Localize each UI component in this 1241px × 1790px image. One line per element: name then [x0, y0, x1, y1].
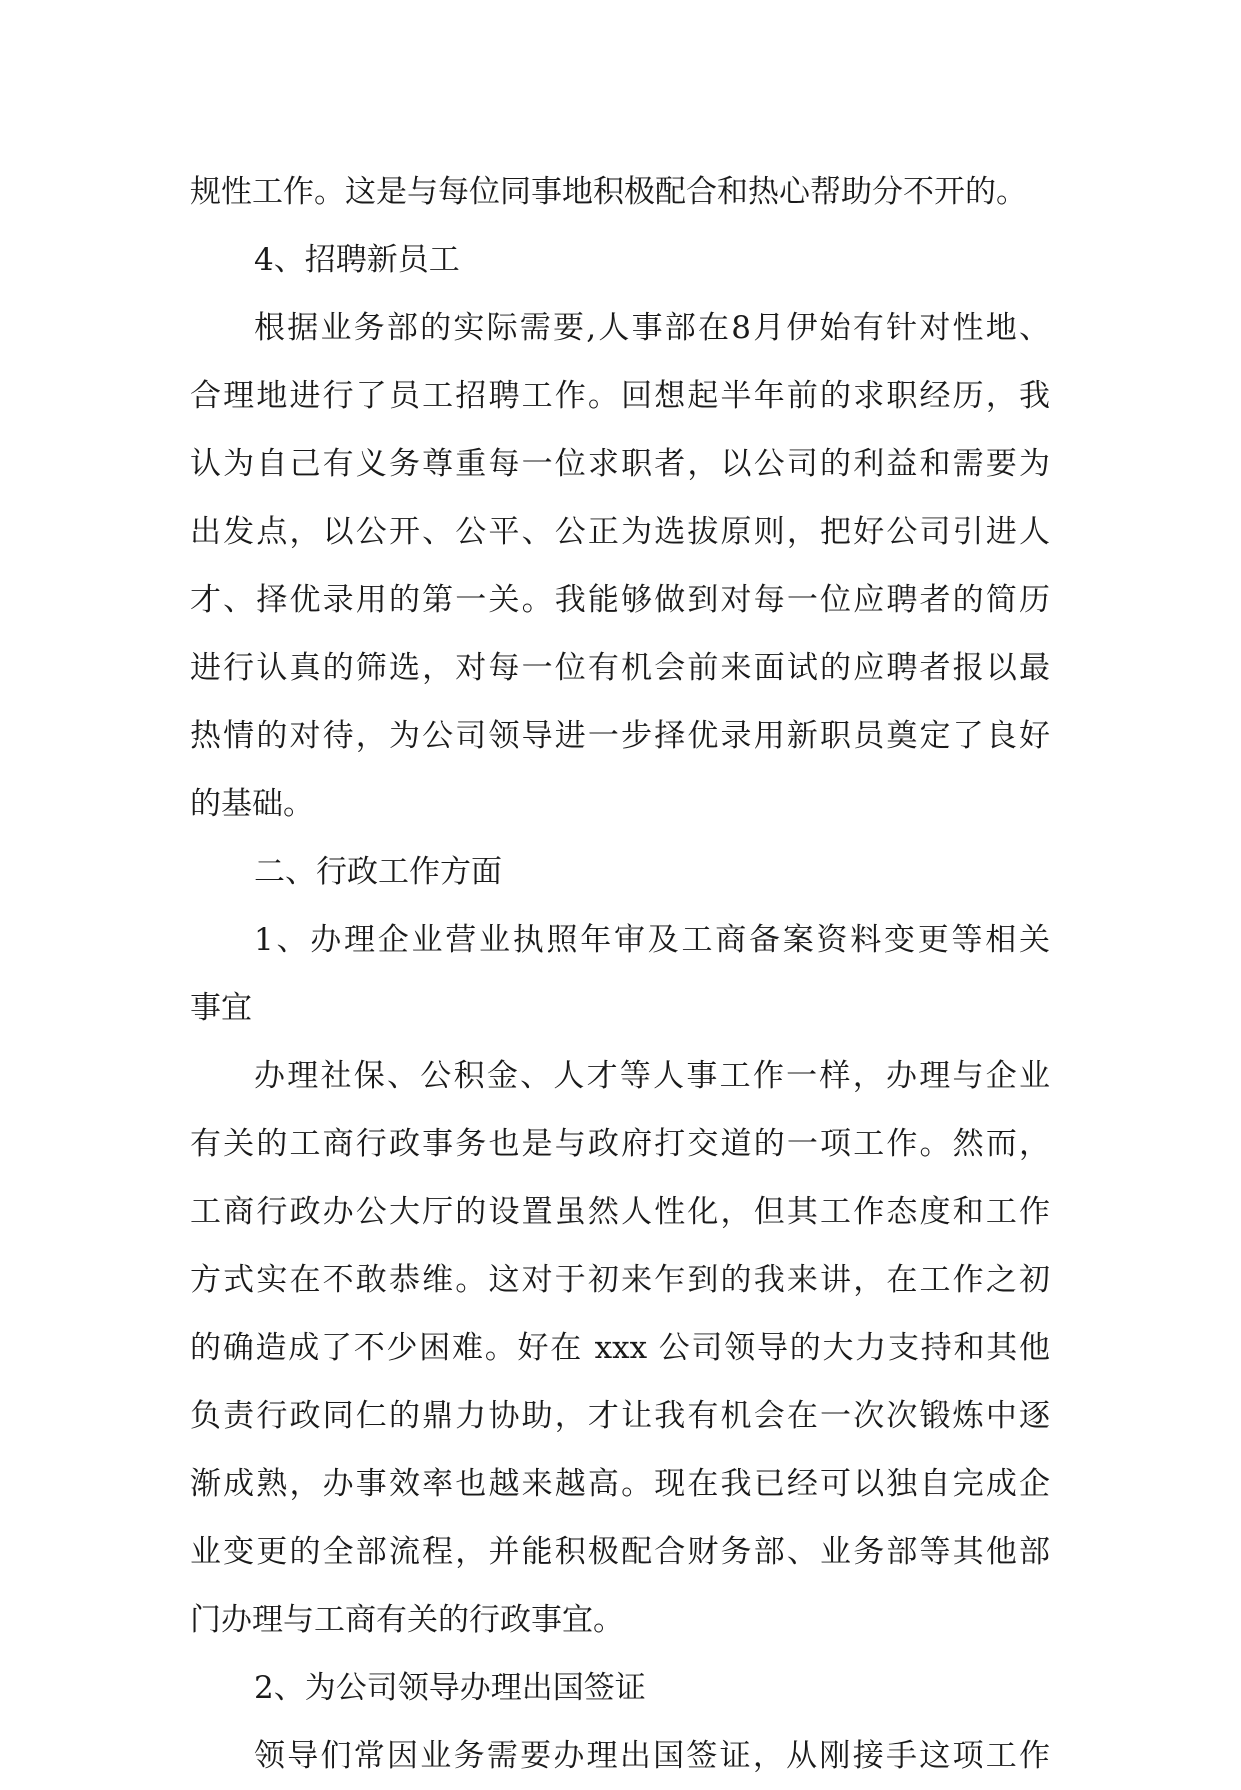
subsection-heading: 事宜 [190, 990, 252, 1026]
subsection-heading: 2、为公司领导办理出国签证 [254, 1670, 646, 1706]
text-line: 才、择优录用的第一关。我能够做到对每一位应聘者的简历 [190, 582, 1050, 618]
subsection-heading: 1、办理企业营业执照年审及工商备案资料变更等相关 [254, 922, 1050, 958]
text-line: 负责行政同仁的鼎力协助，才让我有机会在一次次锻炼中逐 [190, 1398, 1050, 1434]
text-line: 根据业务部的实际需要,人事部在8月伊始有针对性地、 [254, 310, 1050, 346]
text-line: 认为自己有义务尊重每一位求职者，以公司的利益和需要为 [190, 446, 1050, 482]
section-heading: 4、招聘新员工 [254, 242, 460, 278]
text-line: 渐成熟，办事效率也越来越高。现在我已经可以独自完成企 [190, 1466, 1050, 1502]
text-line: 方式实在不敢恭维。这对于初来乍到的我来讲，在工作之初 [190, 1262, 1050, 1298]
text-line: 业变更的全部流程，并能积极配合财务部、业务部等其他部 [190, 1534, 1050, 1570]
text-line: 有关的工商行政事务也是与政府打交道的一项工作。然而， [190, 1126, 1050, 1162]
text-line: 合理地进行了员工招聘工作。回想起半年前的求职经历，我 [190, 378, 1050, 414]
text-line: 热情的对待，为公司领导进一步择优录用新职员奠定了良好 [190, 718, 1050, 754]
text-line: 规性工作。这是与每位同事地积极配合和热心帮助分不开的。 [190, 174, 1027, 210]
text-line: 的确造成了不少困难。好在 xxx 公司领导的大力支持和其他 [190, 1330, 1050, 1366]
text-line: 出发点，以公开、公平、公正为选拔原则，把好公司引进人 [190, 514, 1050, 550]
text-line: 门办理与工商有关的行政事宜。 [190, 1602, 624, 1638]
document-page [190, 158, 1050, 1790]
text-line: 的基础。 [190, 786, 314, 822]
text-line: 办理社保、公积金、人才等人事工作一样，办理与企业 [254, 1058, 1050, 1094]
text-line: 进行认真的筛选，对每一位有机会前来面试的应聘者报以最 [190, 650, 1050, 686]
text-line: 领导们常因业务需要办理出国签证，从刚接手这项工作 [254, 1738, 1050, 1774]
text-line: 工商行政办公大厅的设置虽然人性化，但其工作态度和工作 [190, 1194, 1050, 1230]
section-heading: 二、行政工作方面 [254, 854, 502, 890]
